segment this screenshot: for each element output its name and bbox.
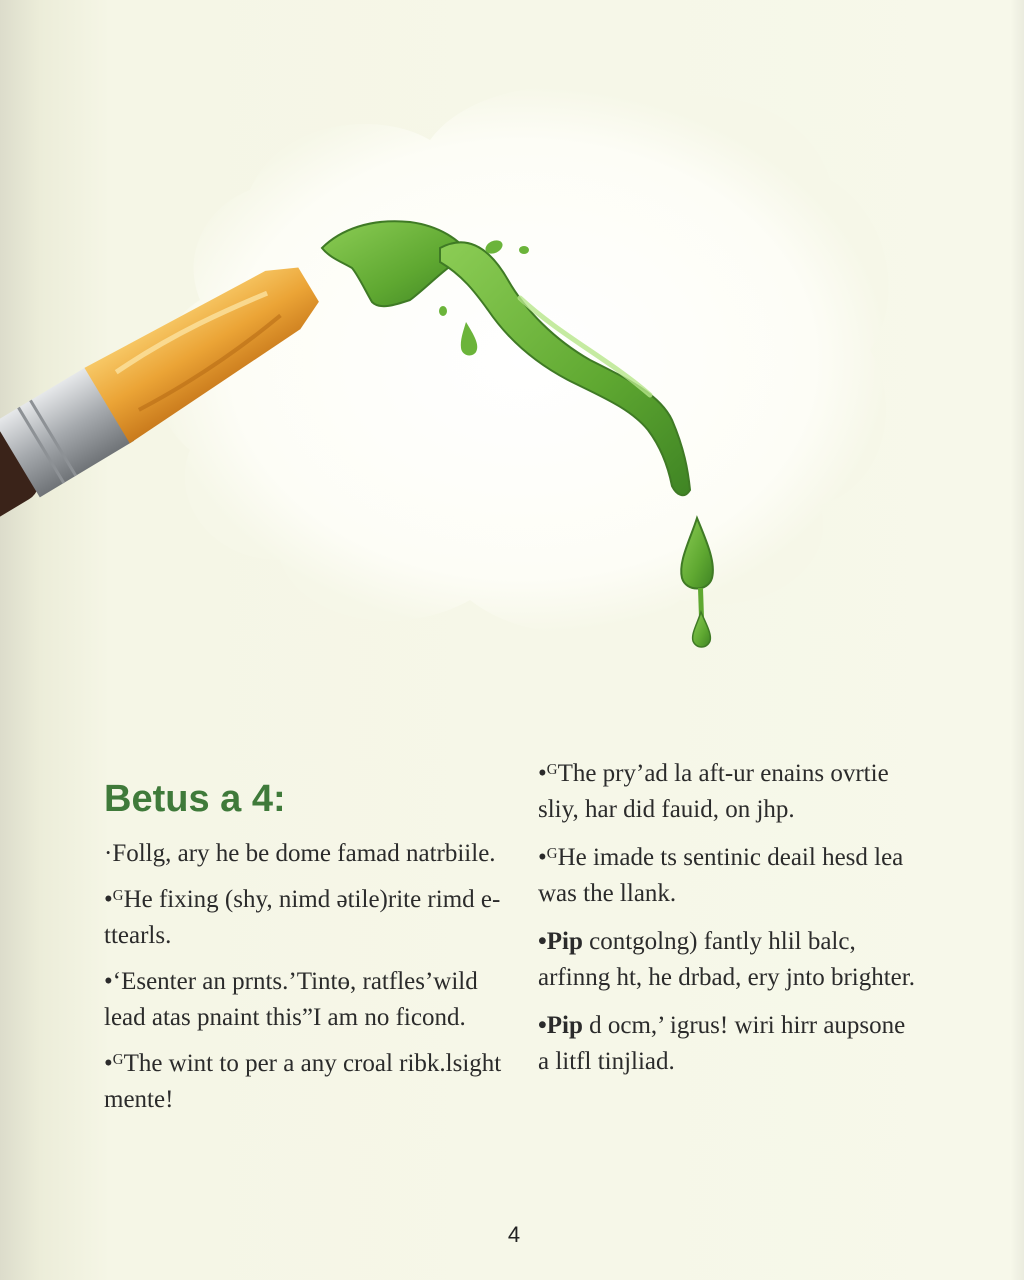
bullet-paragraph — [538, 1008, 918, 1080]
bullet-text: •ᴳHe imade ts sentinic deail hesd lea was the llank. — [538, 844, 904, 907]
bullet-paragraph — [538, 840, 918, 912]
bullet-text: d ocm,’ igrus! wiri hirr aupsone a litfl tinjliad. — [538, 1012, 906, 1075]
bullet-lead: •Pip — [538, 928, 583, 955]
bullet-paragraph: ·Follg, ary he be dome famad natrbiile. — [104, 840, 496, 867]
bullet-paragraph — [538, 756, 918, 828]
cloud-backdrop — [157, 86, 888, 634]
bullet-paragraph: •ᴳHe fixing (shy, nimd ətile)rite rimd e-ttearls. — [104, 886, 501, 949]
left-text-column — [104, 836, 504, 1128]
paint-drop-bottom — [693, 612, 711, 647]
paint-droplet-3 — [439, 306, 447, 316]
bullet-paragraph — [538, 924, 918, 996]
bullet-paragraph: •‘Esenter an prnts.’Tintө, ratfles’wild lead atas pnaint this”I am no ficond. — [104, 968, 478, 1031]
page-number: 4 — [507, 1222, 521, 1247]
section-heading: Betus a 4: — [104, 778, 286, 820]
bullet-lead: •Pip — [538, 1012, 583, 1039]
bullet-text: contgolng) fantly hlil balc, arfinng ht, he drbad, ery jnto brighter. — [538, 928, 915, 991]
bullet-paragraph: •ᴳThe wint to per a any croal ribk.lsight mente! — [104, 1050, 502, 1113]
right-text-column — [538, 756, 918, 1092]
paint-droplet-2 — [519, 246, 529, 254]
bullet-text: •ᴳThe pry’ad la aft-ur enains ovrtie sliy, har did fauid, on jhp. — [538, 760, 889, 823]
